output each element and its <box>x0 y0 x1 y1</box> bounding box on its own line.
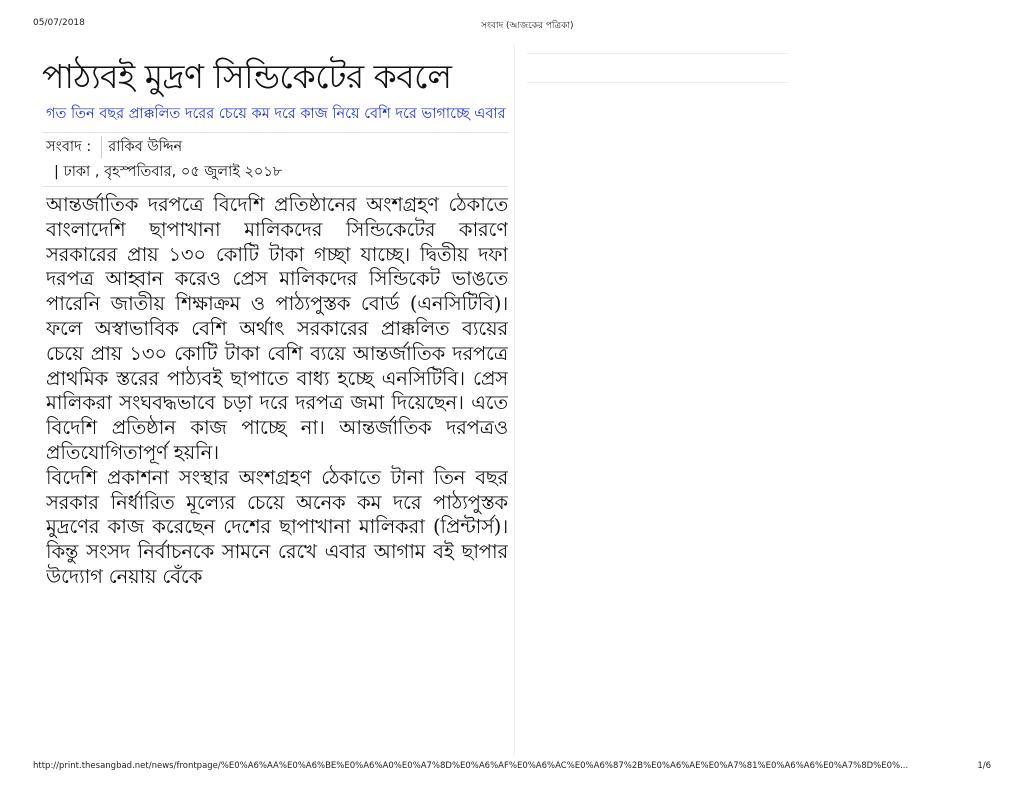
divider <box>42 186 508 187</box>
print-date: 05/07/2018 <box>33 18 85 28</box>
source-url[interactable]: http://print.thesangbad.net/news/frontpage/%E0%A6%AA%E0%A6%BE%E0%A6%A0%E0%A7%8D%E0%A6%AF%E0%A6%AC%E0%A6%87%2B%E0%A6%AE%E0%A7%81%E0%A6%A6%E0%A7%8D%E0%... <box>33 761 909 771</box>
sidebar <box>527 53 789 83</box>
byline-author[interactable]: রাকিব উদ্দিন <box>101 136 182 158</box>
column-divider <box>514 45 515 755</box>
print-header <box>33 18 991 32</box>
subheadline: গত তিন বছর প্রাক্কলিত দরের চেয়ে কম দরে কাজ নিয়ে বেশি দরে ভাগাচ্ছে এবার <box>46 106 506 122</box>
paragraph: আন্তর্জাতিক দরপত্রে বিদেশি প্রতিষ্ঠানের অংশগ্রহণ ঠেকাতে বাংলাদেশি ছাপাখানা মালিকদের সিন্ডিকেটের কারণে সরকারের প্রায় ১৩০ কোটি টাকা গচ্ছা যাচ্ছে। দ্বিতীয় দফা দরপত্র আহ্বান করেও প্রেস মালিকদের সিন্ডিকেট ভাঙতে পারেনি জাতীয় শিক্ষাক্রম ও পাঠ্যপুস্তক বোর্ড (এনসিটিবি)। ফলে অস্বাভাবিক বেশি অর্থাৎ সরকারের প্রাক্কলিত ব্যয়ের চেয়ে প্রায় ১৩০ কোটি টাকা বেশি ব্যয়ে আন্তর্জাতিক দরপত্রে প্রাথমিক স্তরের পাঠ্যবই ছাপাতে বাধ্য হচ্ছে এনসিটিবি। প্রেস মালিকরা সংঘবদ্ধভাবে চড়া দরে দরপত্র জমা দিয়েছেন। এতে বিদেশি প্রতিষ্ঠান কাজ পাচ্ছে না। আন্তর্জাতিক দরপত্রও প্রতিযোগিতাপূর্ণ হয়নি। <box>46 193 508 464</box>
sidebar-rule <box>527 53 789 54</box>
byline-source: সংবাদ : <box>46 139 92 155</box>
article <box>42 52 508 683</box>
article-body <box>46 193 508 683</box>
paragraph: বিদেশি প্রকাশনা সংস্থার অংশগ্রহণ ঠেকাতে টানা তিন বছর সরকার নির্ধারিত মূল্যের চেয়ে অনেক কম দরে পাঠ্যপুস্তক মুদ্রণের কাজ করেছেন দেশের ছাপাখানা মালিকরা (প্রিন্টার্স)। কিন্তু সংসদ নির্বাচনকে সামনে রেখে এবার আগাম বই ছাপার উদ্যোগ নেয়ায় বেঁকে <box>46 465 508 588</box>
headline: পাঠ্যবই মুদ্রণ সিন্ডিকেটের কবলে <box>42 57 452 96</box>
byline <box>46 136 508 158</box>
divider <box>42 132 508 133</box>
sidebar-rule <box>527 82 789 83</box>
page-number: 1/6 <box>977 761 991 771</box>
print-title: সংবাদ (আজকের পত্রিকা) <box>481 21 574 31</box>
dateline: | ঢাকা , বৃহস্পতিবার, ০৫ জুলাই ২০১৮ <box>54 164 283 180</box>
